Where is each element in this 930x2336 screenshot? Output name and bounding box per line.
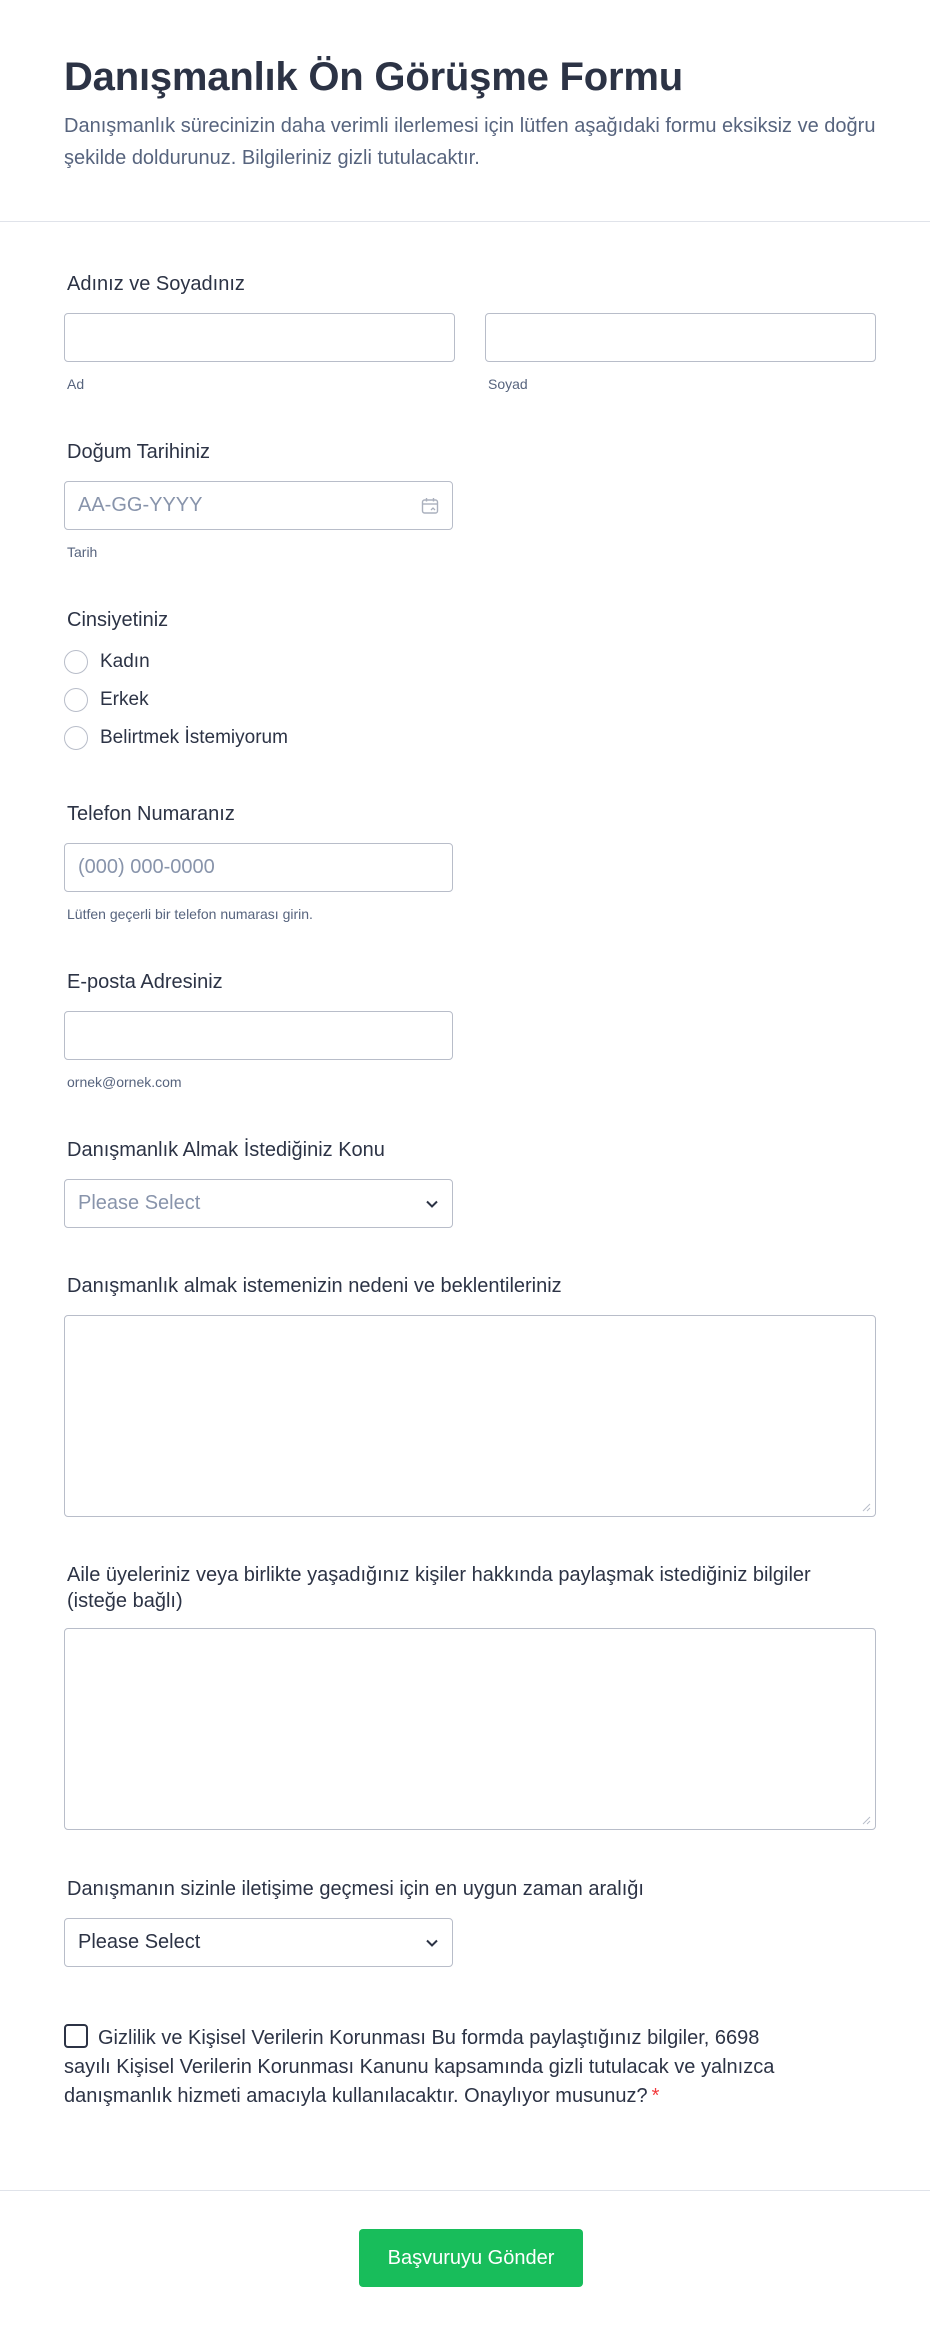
topic-field	[64, 1137, 453, 1228]
last-name-sublabel: Soyad	[488, 376, 528, 392]
submit-button[interactable]: Başvuruyu Gönder	[359, 2229, 583, 2287]
contact-time-select[interactable]	[64, 1918, 453, 1967]
email-input[interactable]	[64, 1011, 453, 1060]
phone-placeholder: (000) 000-0000	[78, 856, 215, 878]
radio-button[interactable]	[64, 688, 88, 712]
gender-option-belirtmek-istemiyorum[interactable]	[64, 719, 564, 757]
resize-handle-icon[interactable]	[861, 1502, 871, 1512]
family-textarea[interactable]	[64, 1628, 876, 1830]
contact-time-selected-value: Please Select	[78, 1931, 201, 1953]
email-label: E-posta Adresiniz	[67, 971, 223, 993]
birth-date-sublabel: Tarih	[67, 544, 98, 560]
phone-label: Telefon Numaranız	[67, 803, 235, 825]
form-description: Danışmanlık sürecinizin daha verimli ilerlemesi için lütfen aşağıdaki formu eksiksiz ve doğru şekilde doldurunuz. Bilgileriniz gizli tutulacaktır.	[64, 115, 876, 169]
gender-option-kadin[interactable]	[64, 643, 564, 681]
phone-input[interactable]	[64, 843, 453, 892]
chevron-down-icon	[425, 1938, 439, 1948]
phone-field	[64, 801, 453, 922]
calendar-icon[interactable]	[421, 497, 439, 515]
name-label: Adınız ve Soyadınız	[67, 273, 245, 295]
topic-selected-value: Please Select	[78, 1192, 201, 1214]
consent-field	[64, 2024, 804, 2111]
resize-handle-icon[interactable]	[861, 1815, 871, 1825]
gender-label: Cinsiyetiniz	[67, 609, 169, 631]
contact-time-label: Danışmanın sizinle iletişime geçmesi için en uygun zaman aralığı	[67, 1878, 644, 1900]
topic-select[interactable]	[64, 1179, 453, 1228]
email-field	[64, 969, 453, 1090]
radio-button[interactable]	[64, 726, 88, 750]
first-name-input[interactable]	[64, 313, 455, 362]
consent-text: Gizlilik ve Kişisel Verilerin Korunması Bu formda paylaştığınız bilgiler, 6698 sayılı Kişisel Verilerin Korunması Kanunu kapsamında gizli tutulacak ve yalnızca danışmanlık hizmeti amacıyla kullanılacaktır. Onaylıyor musunuz?	[64, 2027, 775, 2107]
form-header	[0, 0, 930, 222]
gender-option-label: Erkek	[100, 689, 149, 710]
family-label: Aile üyeleriniz veya birlikte yaşadığınız kişiler hakkında paylaşmak istediğiniz bilgiler (isteğe bağlı)	[67, 1564, 811, 1612]
gender-field	[64, 607, 564, 757]
family-field	[64, 1562, 876, 1830]
email-sublabel: ornek@ornek.com	[67, 1074, 182, 1090]
chevron-down-icon	[425, 1199, 439, 1209]
gender-option-erkek[interactable]	[64, 681, 564, 719]
page-title: Danışmanlık Ön Görüşme Formu	[64, 55, 683, 99]
reason-textarea[interactable]	[64, 1315, 876, 1517]
gender-option-label: Belirtmek İstemiyorum	[100, 727, 288, 748]
name-field	[64, 271, 876, 392]
consent-text-block	[64, 2024, 804, 2111]
reason-label: Danışmanlık almak istemenizin nedeni ve beklentileriniz	[67, 1275, 562, 1297]
consent-checkbox[interactable]	[64, 2024, 88, 2048]
contact-time-field	[64, 1876, 644, 1967]
topic-label: Danışmanlık Almak İstediğiniz Konu	[67, 1139, 385, 1161]
gender-option-label: Kadın	[100, 651, 150, 672]
phone-sublabel: Lütfen geçerli bir telefon numarası girin.	[67, 906, 313, 922]
required-mark: *	[651, 2085, 660, 2107]
first-name-sublabel: Ad	[67, 376, 85, 392]
reason-field	[64, 1273, 876, 1517]
radio-button[interactable]	[64, 650, 88, 674]
birth-date-input[interactable]	[64, 481, 453, 530]
birth-date-field	[64, 439, 453, 560]
birth-date-label: Doğum Tarihiniz	[67, 441, 211, 463]
last-name-input[interactable]	[485, 313, 876, 362]
birth-date-placeholder: AA-GG-YYYY	[78, 494, 203, 516]
footer-divider	[0, 2190, 930, 2191]
